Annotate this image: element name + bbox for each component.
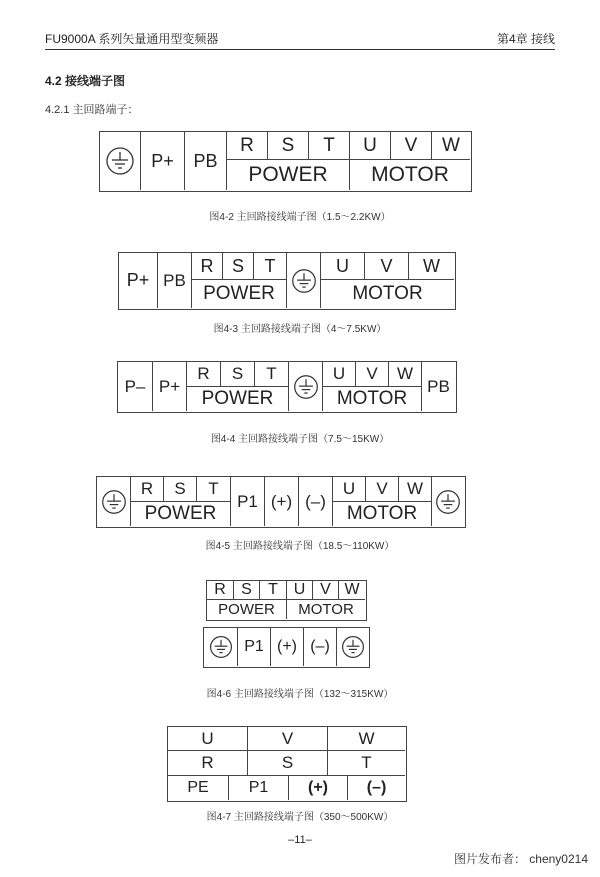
terminal-s: S — [233, 581, 259, 600]
terminal-block-fig3 — [118, 252, 456, 310]
terminal-w: W — [398, 477, 431, 502]
header-divider — [45, 49, 555, 50]
terminal-minus: (–) — [303, 628, 336, 666]
terminal-pb: PB — [157, 253, 191, 308]
terminal-v: V — [355, 362, 388, 387]
terminal-pplus: P+ — [152, 362, 186, 411]
ground-icon — [100, 132, 140, 190]
figure-caption-4-7: 图4-7 主回路接线端子图（350～500KW） — [206, 812, 394, 823]
label-motor: MOTOR — [349, 160, 470, 190]
terminal-t: T — [327, 751, 405, 776]
terminal-block-fig6-bottom — [203, 627, 370, 668]
terminal-plus: (+) — [270, 628, 303, 666]
terminal-block-fig6-top — [206, 580, 367, 621]
terminal-r: R — [130, 477, 163, 502]
terminal-r: R — [186, 362, 220, 387]
terminal-w: W — [338, 581, 365, 600]
label-motor: MOTOR — [322, 387, 421, 411]
terminal-s: S — [220, 362, 254, 387]
terminal-u: U — [168, 727, 247, 751]
terminal-block-fig7 — [167, 726, 407, 802]
terminal-u: U — [320, 253, 364, 280]
figure-caption-4-4: 图4-4 主回路接线端子图（7.5～15KW） — [210, 434, 390, 445]
terminal-plus: (+) — [264, 477, 298, 526]
terminal-u: U — [286, 581, 312, 600]
terminal-pminus: P– — [124, 376, 146, 396]
terminal-s: S — [247, 751, 327, 776]
terminal-v: V — [365, 477, 398, 502]
terminal-s: S — [163, 477, 196, 502]
page-number: –11– — [288, 834, 312, 846]
ground-icon — [204, 628, 237, 666]
terminal-s: S — [222, 253, 253, 280]
terminal-v: V — [364, 253, 408, 280]
terminal-pe: PE — [187, 779, 209, 796]
subsection-title: 4.2.1 主回路端子： — [45, 104, 139, 116]
terminal-r: R — [191, 253, 222, 280]
terminal-block-fig2 — [99, 131, 472, 192]
terminal-w: W — [327, 727, 405, 751]
label-power: POWER — [191, 280, 286, 308]
header-doc-title: FU9000A 系列矢量通用型变频器 — [45, 32, 219, 46]
terminal-p1: P1 — [230, 477, 264, 526]
terminal-r: R — [168, 751, 247, 776]
terminal-s: S — [267, 132, 308, 160]
publisher-note: 图片发布者： cheny0214 — [453, 852, 588, 866]
ground-icon — [97, 477, 130, 526]
label-motor: MOTOR — [286, 600, 365, 619]
terminal-v: V — [247, 727, 327, 751]
label-power: POWER — [130, 502, 230, 526]
terminal-block-fig4 — [117, 361, 457, 413]
label-power: POWER — [226, 160, 349, 190]
terminal-pplus: P+ — [140, 132, 184, 190]
terminal-v: V — [390, 132, 431, 160]
terminal-u: U — [322, 362, 355, 387]
label-motor: MOTOR — [332, 502, 431, 526]
label-power: POWER — [218, 601, 275, 618]
section-title: 4.2 接线端子图 — [45, 74, 126, 88]
terminal-u: U — [332, 477, 365, 502]
terminal-v: V — [312, 581, 338, 600]
figure-caption-4-2: 图4-2 主回路接线端子图（1.5～2.2KW） — [209, 212, 391, 223]
terminal-p1: P1 — [237, 628, 270, 666]
figure-caption-4-3: 图4-3 主回路接线端子图（4～7.5KW） — [213, 324, 387, 335]
header-chapter: 第4章 接线 — [496, 32, 555, 46]
terminal-plus: (+) — [288, 776, 347, 800]
terminal-t: T — [196, 477, 230, 502]
terminal-t: T — [253, 253, 286, 280]
ground-icon — [431, 477, 464, 526]
terminal-pplus: P+ — [126, 270, 150, 290]
ground-icon — [336, 628, 368, 666]
terminal-t: T — [259, 581, 286, 600]
terminal-pb: PB — [184, 132, 226, 190]
terminal-w: W — [431, 132, 470, 160]
figure-caption-4-6: 图4-6 主回路接线端子图（132～315KW） — [206, 689, 394, 700]
label-motor: MOTOR — [320, 280, 454, 308]
terminal-minus: (–) — [347, 776, 405, 800]
terminal-w: W — [408, 253, 454, 280]
ground-icon — [286, 253, 320, 308]
label-power: POWER — [186, 387, 288, 411]
terminal-r: R — [226, 132, 267, 160]
terminal-u: U — [349, 132, 390, 160]
terminal-p1: P1 — [228, 776, 288, 800]
terminal-r: R — [207, 581, 233, 600]
figure-caption-4-5: 图4-5 主回路接线端子图（18.5～110KW） — [205, 541, 395, 552]
terminal-block-fig5 — [96, 476, 466, 528]
terminal-t: T — [254, 362, 288, 387]
terminal-t: T — [308, 132, 349, 160]
ground-icon — [288, 362, 322, 411]
terminal-minus: (–) — [298, 477, 332, 526]
terminal-w: W — [388, 362, 421, 387]
terminal-pb: PB — [421, 362, 455, 411]
